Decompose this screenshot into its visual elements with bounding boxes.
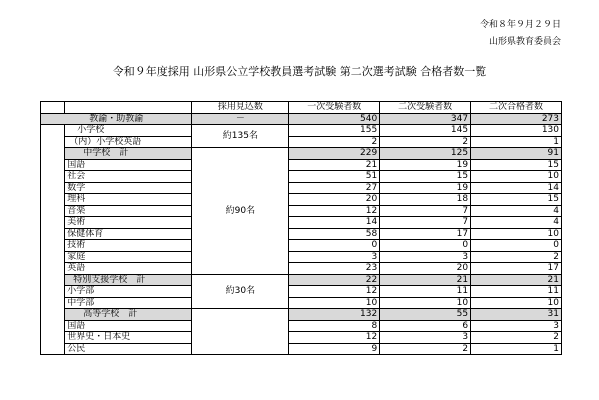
row-label: 技術 bbox=[65, 240, 192, 252]
first-applicants-cell: 0 bbox=[289, 240, 380, 252]
table-row bbox=[41, 263, 562, 275]
second-passed-cell: 2 bbox=[471, 332, 562, 344]
first-applicants-cell: 21 bbox=[289, 159, 380, 171]
first-applicants-cell: 23 bbox=[289, 263, 380, 275]
second-applicants-cell: 145 bbox=[380, 125, 471, 137]
table-row bbox=[41, 240, 562, 252]
row-label: 理科 bbox=[65, 194, 192, 206]
quota-cell: 約135名 bbox=[192, 125, 289, 148]
second-applicants-cell: 7 bbox=[380, 205, 471, 217]
second-applicants-cell: 0 bbox=[380, 240, 471, 252]
header-first-applicants: 一次受験者数 bbox=[289, 102, 380, 114]
quota-cell: － bbox=[192, 113, 289, 125]
second-applicants-cell: 11 bbox=[380, 286, 471, 298]
second-applicants-cell: 15 bbox=[380, 171, 471, 183]
row-label: 教諭・助教諭 bbox=[41, 113, 192, 125]
first-applicants-cell: 12 bbox=[289, 286, 380, 298]
table-row bbox=[41, 228, 562, 240]
quota-cell: 約90名 bbox=[192, 148, 289, 275]
table-row bbox=[41, 332, 562, 344]
second-passed-cell: 10 bbox=[471, 297, 562, 309]
row-label: 家庭 bbox=[65, 251, 192, 263]
second-applicants-cell: 3 bbox=[380, 251, 471, 263]
second-applicants-cell: 6 bbox=[380, 320, 471, 332]
table-row bbox=[41, 286, 562, 298]
second-passed-cell: 273 bbox=[471, 113, 562, 125]
first-applicants-cell: 2 bbox=[289, 136, 380, 148]
table-row bbox=[41, 194, 562, 206]
table-row bbox=[41, 309, 562, 321]
second-applicants-cell: 2 bbox=[380, 136, 471, 148]
results-table bbox=[40, 101, 562, 355]
second-passed-cell: 17 bbox=[471, 263, 562, 275]
second-applicants-cell: 125 bbox=[380, 148, 471, 160]
first-applicants-cell: 12 bbox=[289, 332, 380, 344]
second-passed-cell: 91 bbox=[471, 148, 562, 160]
first-applicants-cell: 10 bbox=[289, 297, 380, 309]
second-passed-cell: 15 bbox=[471, 159, 562, 171]
row-label: 社会 bbox=[65, 171, 192, 183]
second-applicants-cell: 21 bbox=[380, 274, 471, 286]
first-applicants-cell: 229 bbox=[289, 148, 380, 160]
header-blank-cell bbox=[41, 102, 65, 114]
second-applicants-cell: 2 bbox=[380, 343, 471, 355]
row-label: 中学部 bbox=[65, 297, 192, 309]
row-label: 高等学校 計 bbox=[65, 309, 192, 321]
second-applicants-cell: 10 bbox=[380, 297, 471, 309]
first-applicants-cell: 58 bbox=[289, 228, 380, 240]
table-row bbox=[41, 136, 562, 148]
second-applicants-cell: 3 bbox=[380, 332, 471, 344]
row-label: 音楽 bbox=[65, 205, 192, 217]
header-second-applicants: 二次受験者数 bbox=[380, 102, 471, 114]
document-title: 令和９年度採用 山形県公立学校教員選考試験 第二次選考試験 合格者数一覧 bbox=[112, 65, 487, 78]
second-passed-cell: 4 bbox=[471, 205, 562, 217]
table-row bbox=[41, 113, 562, 125]
header-blank-cell bbox=[65, 102, 192, 114]
row-label: 数学 bbox=[65, 182, 192, 194]
second-passed-cell: 130 bbox=[471, 125, 562, 137]
second-passed-cell: 21 bbox=[471, 274, 562, 286]
second-passed-cell: 15 bbox=[471, 194, 562, 206]
row-label: 小学部 bbox=[65, 286, 192, 298]
table-row bbox=[41, 159, 562, 171]
table-row bbox=[41, 251, 562, 263]
row-label: 英語 bbox=[65, 263, 192, 275]
header-second-passed: 二次合格者数 bbox=[471, 102, 562, 114]
first-applicants-cell: 20 bbox=[289, 194, 380, 206]
second-passed-cell: 11 bbox=[471, 286, 562, 298]
header-quota: 採用見込数 bbox=[192, 102, 289, 114]
first-applicants-cell: 27 bbox=[289, 182, 380, 194]
second-passed-cell: 2 bbox=[471, 251, 562, 263]
quota-cell bbox=[192, 309, 289, 355]
second-passed-cell: 14 bbox=[471, 182, 562, 194]
row-label: 国語 bbox=[65, 159, 192, 171]
second-applicants-cell: 17 bbox=[380, 228, 471, 240]
first-applicants-cell: 540 bbox=[289, 113, 380, 125]
table-row bbox=[41, 320, 562, 332]
table-row bbox=[41, 182, 562, 194]
table-row bbox=[41, 148, 562, 160]
second-passed-cell: 1 bbox=[471, 343, 562, 355]
second-applicants-cell: 18 bbox=[380, 194, 471, 206]
first-applicants-cell: 22 bbox=[289, 274, 380, 286]
row-label: 小学校 bbox=[65, 125, 192, 137]
second-passed-cell: 0 bbox=[471, 240, 562, 252]
issuing-organization: 山形県教育委員会 bbox=[488, 37, 561, 47]
row-label: 美術 bbox=[65, 217, 192, 229]
quota-cell: 約30名 bbox=[192, 274, 289, 309]
row-label: 国語 bbox=[65, 320, 192, 332]
second-passed-cell: 4 bbox=[471, 217, 562, 229]
second-passed-cell: 1 bbox=[471, 136, 562, 148]
indent-cell bbox=[41, 125, 65, 355]
second-passed-cell: 10 bbox=[471, 228, 562, 240]
first-applicants-cell: 3 bbox=[289, 251, 380, 263]
row-label: 保健体育 bbox=[65, 228, 192, 240]
table-row bbox=[41, 171, 562, 183]
second-passed-cell: 31 bbox=[471, 309, 562, 321]
row-label: （内）小学校英語 bbox=[65, 136, 192, 148]
first-applicants-cell: 9 bbox=[289, 343, 380, 355]
first-applicants-cell: 132 bbox=[289, 309, 380, 321]
table-header-row bbox=[41, 102, 562, 114]
second-passed-cell: 3 bbox=[471, 320, 562, 332]
second-applicants-cell: 55 bbox=[380, 309, 471, 321]
table-row bbox=[41, 274, 562, 286]
first-applicants-cell: 155 bbox=[289, 125, 380, 137]
second-applicants-cell: 20 bbox=[380, 263, 471, 275]
row-label: 特別支援学校 計 bbox=[65, 274, 192, 286]
first-applicants-cell: 8 bbox=[289, 320, 380, 332]
table-row bbox=[41, 205, 562, 217]
first-applicants-cell: 14 bbox=[289, 217, 380, 229]
second-applicants-cell: 7 bbox=[380, 217, 471, 229]
first-applicants-cell: 12 bbox=[289, 205, 380, 217]
second-applicants-cell: 19 bbox=[380, 159, 471, 171]
row-label: 世界史・日本史 bbox=[65, 332, 192, 344]
table-row bbox=[41, 125, 562, 137]
table-row bbox=[41, 343, 562, 355]
second-applicants-cell: 347 bbox=[380, 113, 471, 125]
second-passed-cell: 10 bbox=[471, 171, 562, 183]
document-date: 令和８年９月２９日 bbox=[479, 20, 561, 30]
table-row bbox=[41, 217, 562, 229]
table-row bbox=[41, 297, 562, 309]
first-applicants-cell: 51 bbox=[289, 171, 380, 183]
row-label: 公民 bbox=[65, 343, 192, 355]
second-applicants-cell: 19 bbox=[380, 182, 471, 194]
row-label: 中学校 計 bbox=[65, 148, 192, 160]
